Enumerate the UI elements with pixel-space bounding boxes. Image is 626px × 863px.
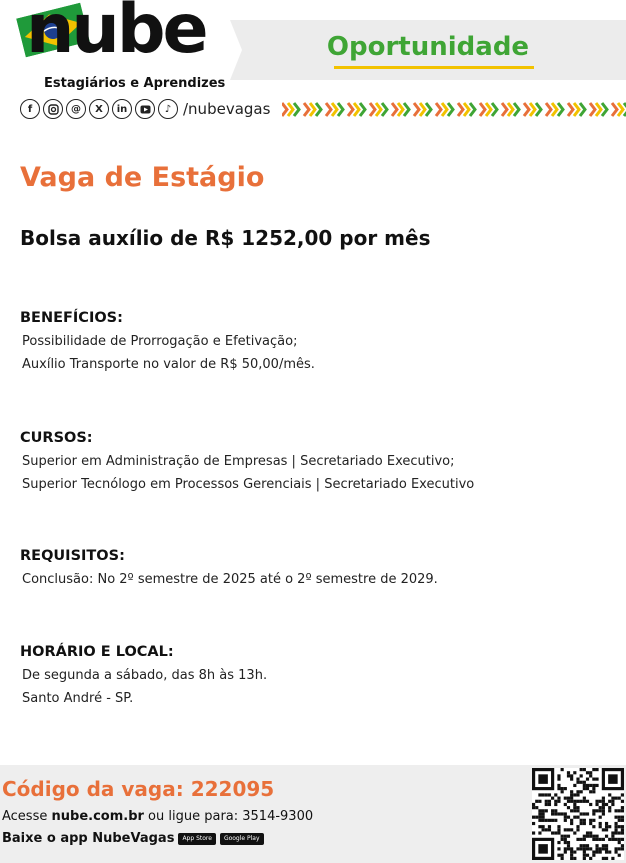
page-title: Vaga de Estágio <box>20 162 265 193</box>
chevron-mark <box>436 103 441 116</box>
section-line: De segunda a sábado, das 8h às 13h. <box>22 668 268 683</box>
instagram-icon[interactable] <box>43 99 63 119</box>
section-cursos <box>20 430 610 496</box>
logo-subtitle: Estagiários e Aprendizes <box>44 76 226 91</box>
linkedin-icon[interactable]: in <box>112 99 132 119</box>
chevron-mark <box>414 103 419 116</box>
chevron-mark <box>458 103 463 116</box>
site-link[interactable]: nube.com.br <box>51 809 144 824</box>
contact-suffix: ou ligue para: 3514-9300 <box>143 809 314 824</box>
contact-line <box>2 809 313 824</box>
section-heading: REQUISITOS: <box>20 548 125 564</box>
app-store-badge[interactable]: App Store <box>178 833 216 845</box>
contact-prefix: Acesse <box>2 809 52 824</box>
x-icon[interactable]: X <box>89 99 109 119</box>
social-links <box>20 98 270 120</box>
section-line: Conclusão: No 2º semestre de 2025 até o 2º semestre de 2029. <box>22 572 438 587</box>
chevron-mark <box>612 103 617 116</box>
chevron-mark <box>546 103 551 116</box>
tiktok-icon[interactable]: ♪ <box>158 99 178 119</box>
google-play-badge[interactable]: Google Play <box>220 833 264 845</box>
chevron-mark <box>502 103 507 116</box>
chevron-mark <box>568 103 573 116</box>
section-line: Superior em Administração de Empresas | Secretariado Executivo; <box>22 454 455 469</box>
bolsa-text: Bolsa auxílio de R$ 1252,00 por mês <box>20 226 431 250</box>
chevron-mark <box>348 103 353 116</box>
section-line: Auxílio Transporte no valor de R$ 50,00/mês. <box>22 357 315 372</box>
chevron-decoration <box>282 101 626 118</box>
section-line: Santo André - SP. <box>22 691 134 706</box>
section-heading: CURSOS: <box>20 430 93 446</box>
section-line: Superior Tecnólogo em Processos Gerenciais | Secretariado Executivo <box>22 477 475 492</box>
section-line: Possibilidade de Prorrogação e Efetivação; <box>22 334 298 349</box>
app-line <box>2 831 264 846</box>
nube-logo <box>18 0 226 100</box>
banner-title: Oportunidade <box>326 32 530 62</box>
section-horario-local <box>20 644 610 710</box>
qr-code-icon[interactable] <box>532 768 624 860</box>
job-code: Código da vaga: 222095 <box>2 777 275 801</box>
banner-underline <box>334 66 534 69</box>
section-requisitos <box>20 548 610 591</box>
chevron-mark <box>326 103 331 116</box>
opportunity-banner <box>230 20 626 80</box>
chevron-mark <box>282 103 287 116</box>
section-beneficios <box>20 310 610 376</box>
section-heading: HORÁRIO E LOCAL: <box>20 644 174 660</box>
chevron-mark <box>524 103 529 116</box>
section-heading: BENEFÍCIOS: <box>20 310 123 326</box>
chevron-mark <box>304 103 309 116</box>
social-handle[interactable]: /nubevagas <box>183 100 271 118</box>
app-text: Baixe o app NubeVagas <box>2 831 175 846</box>
chevron-mark <box>480 103 485 116</box>
youtube-icon[interactable] <box>135 99 155 119</box>
chevron-mark <box>590 103 595 116</box>
logo-wordmark: nube <box>26 0 206 69</box>
facebook-icon[interactable]: f <box>20 99 40 119</box>
chevron-mark <box>370 103 375 116</box>
threads-icon[interactable]: @ <box>66 99 86 119</box>
chevron-mark <box>392 103 397 116</box>
